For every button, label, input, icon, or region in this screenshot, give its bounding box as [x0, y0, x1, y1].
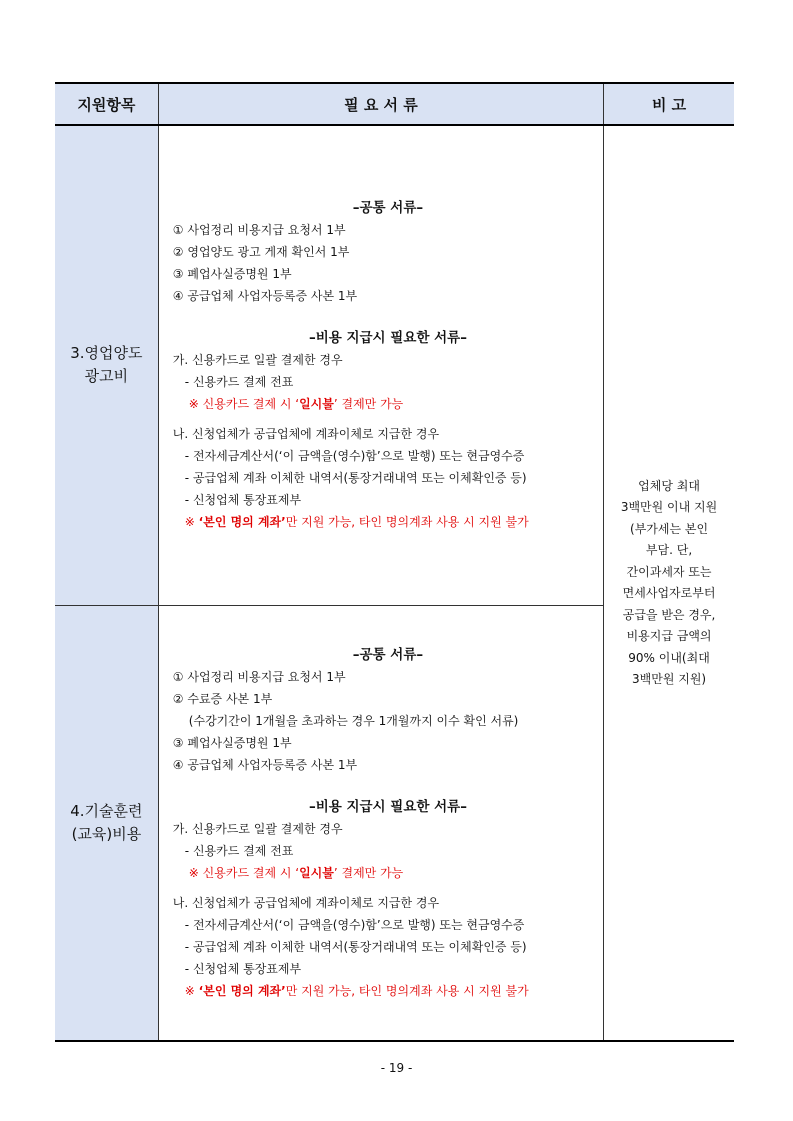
remarks-line: 비용지급 금액의 [626, 629, 712, 643]
account-note: ※ ‘본인 명의 계좌’만 지원 가능, 타인 명의계좌 사용 시 지원 불가 [184, 983, 529, 998]
table-header-row [55, 83, 734, 125]
doc-line: ④ 공급업체 사업자등록증 사본 1부 [172, 757, 358, 772]
support-documents-table [55, 82, 734, 1042]
doc-line: ④ 공급업체 사업자등록증 사본 1부 [172, 289, 358, 304]
remarks-line: 업체당 최대 [638, 478, 700, 493]
doc-line: - 전자세금계산서(‘이 금액을(영수)함’으로 발행) 또는 현금영수증 [184, 449, 525, 464]
remarks-line: 3백만원 지원) [632, 672, 707, 686]
support-item-cell [55, 605, 158, 1041]
remarks-line: 면세사업자로부터 [622, 586, 716, 600]
header-support-item: 지원항목 [55, 83, 158, 125]
doc-line: ② 영업양도 광고 게재 확인서 1부 [172, 245, 350, 260]
doc-line: - 공급업체 계좌 이체한 내역서(통장거래내역 또는 이체확인증 등) [184, 471, 527, 486]
page-number: - 19 - [380, 1061, 413, 1075]
remarks-line: 간이과세자 또는 [626, 564, 712, 579]
doc-line: - 신용카드 결제 전표 [184, 375, 294, 390]
support-item-line: 3.영업양도 [70, 344, 143, 363]
doc-line: - 공급업체 계좌 이체한 내역서(통장거래내역 또는 이체확인증 등) [184, 939, 527, 954]
remarks-line: 공급을 받은 경우, [622, 607, 716, 622]
remarks-line: 3백만원 이내 지원 [620, 500, 718, 514]
remarks-line: 90% 이내(최대 [628, 650, 710, 665]
remarks-line: 부담. 단, [645, 543, 693, 557]
documents-cell [158, 605, 603, 1041]
table-row [55, 125, 734, 605]
transfer-case-heading: 나. 신청업체가 공급업체에 계좌이체로 지급한 경우 [172, 895, 440, 910]
support-item-line: 4.기술훈련 [70, 801, 143, 820]
support-item-line: 광고비 [84, 367, 129, 386]
common-docs-title: –공통 서류– [352, 200, 424, 217]
account-note: ※ ‘본인 명의 계좌’만 지원 가능, 타인 명의계좌 사용 시 지원 불가 [184, 515, 529, 530]
doc-line: - 신용카드 결제 전표 [184, 843, 294, 858]
documents-cell [158, 125, 603, 605]
remarks-line: (부가세는 본인 [630, 521, 709, 536]
common-docs-title: –공통 서류– [352, 646, 424, 663]
remarks-cell [604, 125, 734, 1041]
card-case-heading: 가. 신용카드로 일괄 결제한 경우 [172, 353, 343, 368]
card-note: ※ 신용카드 결제 시 ‘일시불’ 결제만 가능 [188, 397, 404, 412]
doc-line: ③ 폐업사실증명원 1부 [172, 267, 292, 282]
payment-docs-title: –비용 지급시 필요한 서류– [308, 330, 467, 347]
payment-docs-title: –비용 지급시 필요한 서류– [308, 798, 467, 815]
header-remarks: 비 고 [604, 83, 734, 125]
doc-line: - 전자세금계산서(‘이 금액을(영수)함’으로 발행) 또는 현금영수증 [184, 917, 525, 932]
header-required-documents: 필 요 서 류 [158, 83, 603, 125]
doc-line: ③ 폐업사실증명원 1부 [172, 735, 292, 750]
doc-line: ① 사업정리 비용지급 요청서 1부 [172, 223, 346, 238]
support-item-cell [55, 125, 158, 605]
doc-line: ① 사업정리 비용지급 요청서 1부 [172, 669, 346, 684]
doc-line: - 신청업체 통장표제부 [184, 493, 302, 508]
card-note: ※ 신용카드 결제 시 ‘일시불’ 결제만 가능 [188, 865, 404, 880]
doc-line: - 신청업체 통장표제부 [184, 961, 302, 976]
support-item-line: (교육)비용 [71, 824, 142, 843]
card-case-heading: 가. 신용카드로 일괄 결제한 경우 [172, 821, 343, 836]
doc-line: ② 수료증 사본 1부 [172, 691, 273, 706]
transfer-case-heading: 나. 신청업체가 공급업체에 계좌이체로 지급한 경우 [172, 427, 440, 442]
doc-line: (수강기간이 1개월을 초과하는 경우 1개월까지 이수 확인 서류) [188, 713, 519, 728]
